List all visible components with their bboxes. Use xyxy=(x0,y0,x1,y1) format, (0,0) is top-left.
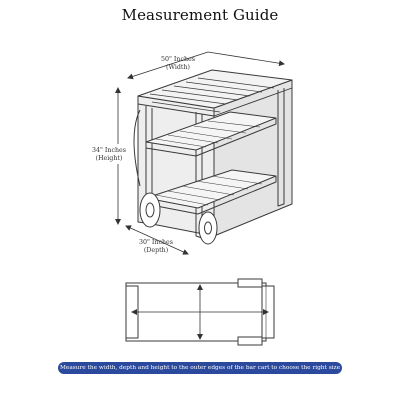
cart-top-view xyxy=(126,279,274,345)
width-label-value: 50" Inches xyxy=(161,56,195,63)
cart-perspective-illustration xyxy=(134,70,292,244)
width-label-name: (Width) xyxy=(166,64,190,71)
depth-dimension xyxy=(126,226,188,254)
depth-label-value: 30" Inches xyxy=(139,239,173,246)
wheel-right xyxy=(199,212,217,244)
height-label-name: (Height) xyxy=(95,155,123,162)
page-title: Measurement Guide xyxy=(121,6,279,24)
height-label-value: 34" Inches xyxy=(92,147,126,154)
wheel-left xyxy=(140,193,160,227)
depth-label-name: (Depth) xyxy=(143,247,169,254)
instruction-banner: Measure the width, depth and height to the outer edges of the bar cart to choose the right size xyxy=(58,362,342,374)
height-dimension xyxy=(92,88,128,224)
